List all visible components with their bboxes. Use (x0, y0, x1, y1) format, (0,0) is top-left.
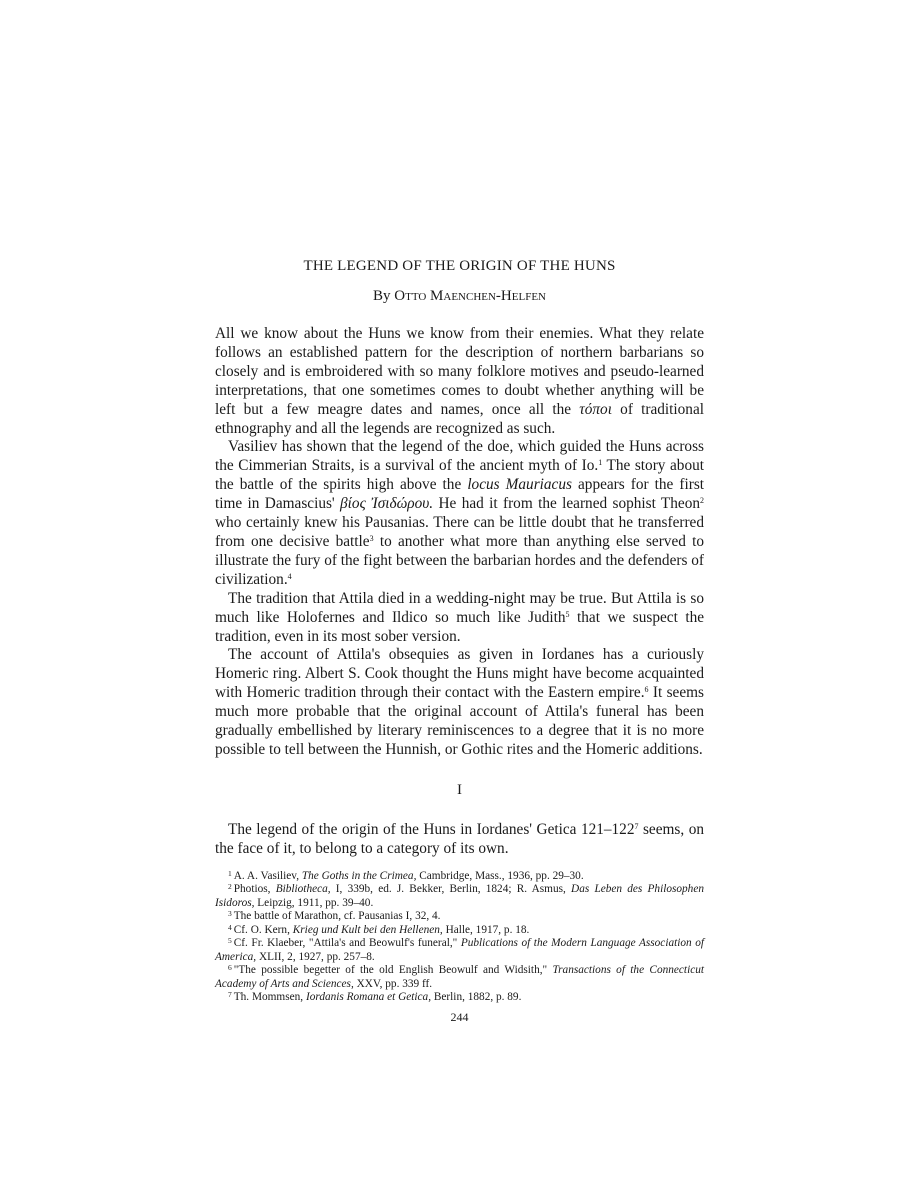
footnote-1-number: 1 (228, 868, 232, 878)
footnote-3 (215, 910, 704, 924)
paragraph-5 (215, 821, 704, 859)
footnote-ref-5[interactable]: 5 (565, 609, 570, 619)
p3-b: that we suspect the tradition, even in its most sober version. (215, 608, 705, 645)
author-name: Otto Maenchen-Helfen (394, 288, 546, 304)
footnote-4 (215, 924, 704, 938)
p2-e: who certainly knew his Pausanias. There can be little doubt that he transferred from one decisive battle (215, 514, 704, 550)
p3-a: The tradition that Attila died in a wedding-night may be true. But Attila is so much like Holofernes and Ildico so much like Judith (215, 589, 704, 626)
article-title: THE LEGEND OF THE ORIGIN OF THE HUNS (303, 258, 616, 274)
footnote-3-number: 3 (228, 909, 232, 919)
p5-a: The legend of the origin of the Huns in Iordanes' Getica 121–122 (228, 820, 635, 838)
fn7-title: Iordanis Romana et Getica, (305, 991, 432, 1004)
paragraph-1 (215, 325, 704, 438)
footnote-4-number: 4 (228, 922, 232, 932)
fn2-a: Photios, (233, 883, 271, 896)
paragraph-3 (215, 590, 704, 647)
p2-a: Vasiliev has shown that the legend of the doe, which guided the Huns across the Cimmerian Straits, is a survival of the ancient myth of Io. (215, 438, 704, 475)
footnote-1 (215, 870, 704, 884)
p2-f: to another what more than anything else served to illustrate the fury of the fight between the barbarian hordes and the defenders of civilization. (215, 532, 705, 588)
footnote-ref-4[interactable]: 4 (287, 571, 292, 581)
p4-b: It seems much more probable that the original account of Attila's funeral has been gradually embellished by literary reminiscences to a degree that it is no more possible to tell between the Hunnish, or Gothic rites and the Homeric additions. (215, 684, 704, 758)
page-number: 244 (450, 1009, 469, 1024)
footnote-ref-2[interactable]: 2 (700, 496, 705, 506)
footnote-5 (215, 937, 704, 964)
footnote-ref-1[interactable]: 1 (598, 458, 603, 468)
fn2-title2: Das Leben des Philosophen Isidoros, (215, 883, 704, 909)
fn5-title: Publications of the Modern Language Association of America, (215, 937, 705, 963)
author-byline (215, 288, 704, 305)
section-heading: I (457, 781, 462, 798)
footnote-2-number: 2 (228, 882, 232, 892)
fn1-b: Cambridge, Mass., 1936, pp. 29–30. (419, 869, 584, 882)
fn6-b: XXV, pp. 339 ff. (356, 977, 433, 990)
footnote-6-number: 6 (228, 963, 232, 973)
p4-a: The account of Attila's obsequies as given in Iordanes has a curiously Homeric ring. Albert S. Cook thought the Huns might have become acquainted with Homeric tradition through their contact with the Eastern empire. (215, 646, 704, 702)
footnote-ref-3[interactable]: 3 (369, 533, 374, 543)
article-page (215, 258, 704, 1025)
fn1-title: The Goths in the Crimea, (301, 869, 417, 882)
paragraph-4 (215, 646, 704, 759)
footnote-5-number: 5 (228, 936, 232, 946)
footnote-ref-7[interactable]: 7 (634, 821, 639, 831)
fn6-title: Transactions of the Connecticut Academy of Arts and Sciences, (215, 964, 705, 990)
p2-b: The story about the battle of the spirits high above the (215, 457, 704, 494)
fn2-title1: Bibliotheca, (275, 883, 331, 896)
fn5-a: Cf. Fr. Klaeber, "Attila's and Beowulf's funeral," (233, 937, 458, 950)
fn6-a: "The possible begetter of the old English Beowulf and Widsith," (233, 964, 548, 977)
fn7-a: Th. Mommsen, (233, 991, 304, 1004)
fn4-title: Krieg und Kult bei den Hellenen, (292, 923, 443, 936)
fn7-b: Berlin, 1882, p. 89. (433, 991, 522, 1004)
fn5-b: XLII, 2, 1927, pp. 257–8. (258, 950, 375, 963)
footnote-7-number: 7 (228, 990, 232, 1000)
footnote-2 (215, 883, 704, 910)
p1-greek: τόποι (579, 400, 612, 418)
p2-greek: βίος Ἰσιδώρου. (340, 495, 434, 513)
fn4-b: Halle, 1917, p. 18. (445, 923, 530, 936)
p2-d: He had it from the learned sophist Theon (438, 495, 701, 513)
p1-text: All we know about the Huns we know from their enemies. What they relate follows an established pattern for the description of northern barbarians so closely and is embroidered with so many folklore motives and pseudo-learned interpretations, that one sometimes comes to doubt whether anything will be left but a few meagre dates and names, once all the (215, 325, 704, 418)
p1-text2: of traditional ethnography and all the legends are recognized as such. (215, 400, 704, 437)
p2-locus: locus Mauriacus (467, 476, 572, 494)
footnote-ref-6[interactable]: 6 (644, 685, 649, 695)
byline-by: By (373, 288, 391, 304)
p5-b: seems, on the face of it, to belong to a category of its own. (215, 820, 704, 857)
fn3-a: The battle of Marathon, cf. Pausanias I, 32, 4. (233, 910, 441, 923)
fn2-c: Leipzig, 1911, pp. 39–40. (257, 896, 374, 909)
footnote-7 (215, 991, 704, 1005)
p2-c: appears for the first time in Damascius' (215, 476, 705, 513)
fn1-a: A. A. Vasiliev, (233, 869, 300, 882)
paragraph-2 (215, 438, 704, 589)
footnote-6 (215, 964, 704, 991)
fn2-b: I, 339b, ed. J. Bekker, Berlin, 1824; R. Asmus, (335, 883, 566, 896)
footnotes (215, 870, 704, 1005)
fn4-a: Cf. O. Kern, (233, 923, 290, 936)
